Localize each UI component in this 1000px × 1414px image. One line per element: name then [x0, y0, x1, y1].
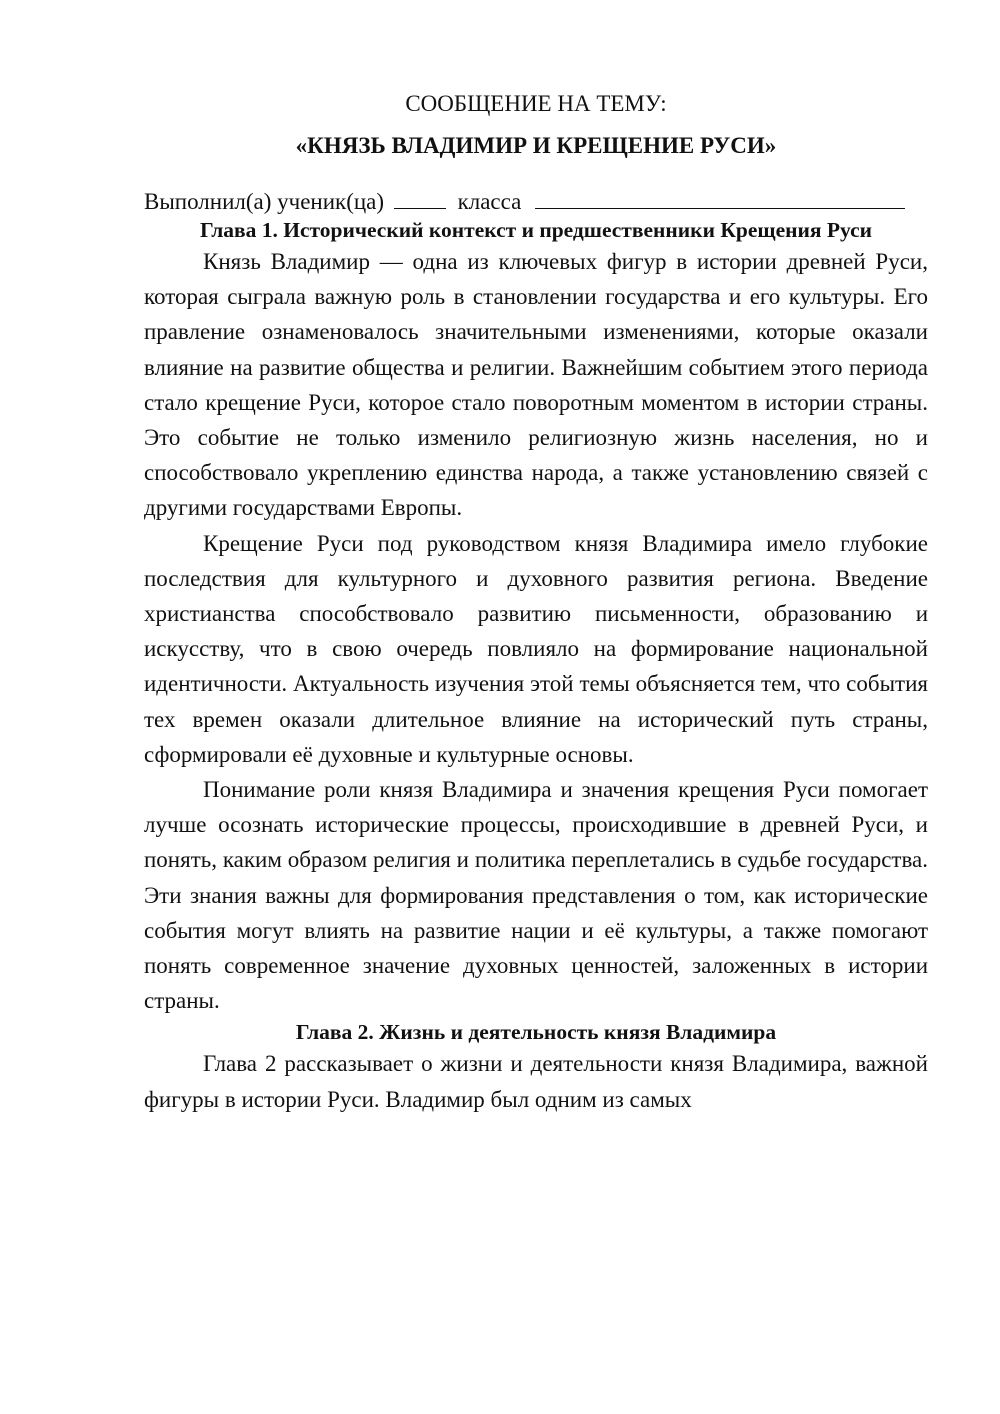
document-page	[144, 90, 928, 1117]
chapter-2-heading: Глава 2. Жизнь и деятельность князя Владимира	[295, 1020, 777, 1045]
chapter-2-paragraph-1: Глава 2 рассказывает о жизни и деятельности князя Владимира, важной фигуры в истории Руси. Владимир был одним из самых	[144, 1051, 928, 1112]
author-line	[144, 188, 928, 216]
chapter-1-heading: Глава 1. Исторический контекст и предшественники Крещения Руси	[199, 218, 873, 242]
chapter-1-paragraph-2: Крещение Руси под руководством князя Владимира имело глубокие последствия для культурного и духовного развития региона. Введение христианства способствовало развитию письменности, образованию и искусству, что в свою очередь повлияло на формирование национальной идентичности. Актуальность изучения этой темы объясняется тем, что события тех времен оказали длительное влияние на исторический путь страны, сформировали её духовные и культурные основы.	[144, 530, 928, 767]
chapter-1-paragraph-3: Понимание роли князя Владимира и значения крещения Руси помогает лучше осознать исторические процессы, происходившие в древней Руси, и понять, каким образом религия и политика переплетались в судьбе государства. Эти знания важны для формирования представления о том, как исторические события могут влиять на развитие нации и её культуры, а также помогают понять современное значение духовных ценностей, заложенных в истории страны.	[144, 777, 928, 1014]
document-title-topic: «КНЯЗЬ ВЛАДИМИР И КРЕЩЕНИЕ РУСИ»	[295, 133, 777, 158]
author-prefix: Выполнил(а) ученик(ца)	[144, 189, 385, 214]
chapter-1-paragraph-1: Князь Владимир — одна из ключевых фигур в истории древней Руси, которая сыграла важную роль в становлении государства и его культуры. Его правление ознаменовалось значительными изменениями, которые оказали влияние на развитие общества и религии. Важнейшим событием этого периода стало крещение Руси, которое стало поворотным моментом в истории страны. Это событие не только изменило религиозную жизнь населения, но и способствовало укреплению единства народа, а также установлению связей с другими государствами Европы.	[144, 249, 928, 521]
class-label: класса	[457, 189, 522, 214]
document-title-line-1: СООБЩЕНИЕ НА ТЕМУ:	[405, 91, 667, 116]
class-number-blank[interactable]	[394, 188, 446, 209]
author-name-blank[interactable]	[535, 188, 905, 209]
